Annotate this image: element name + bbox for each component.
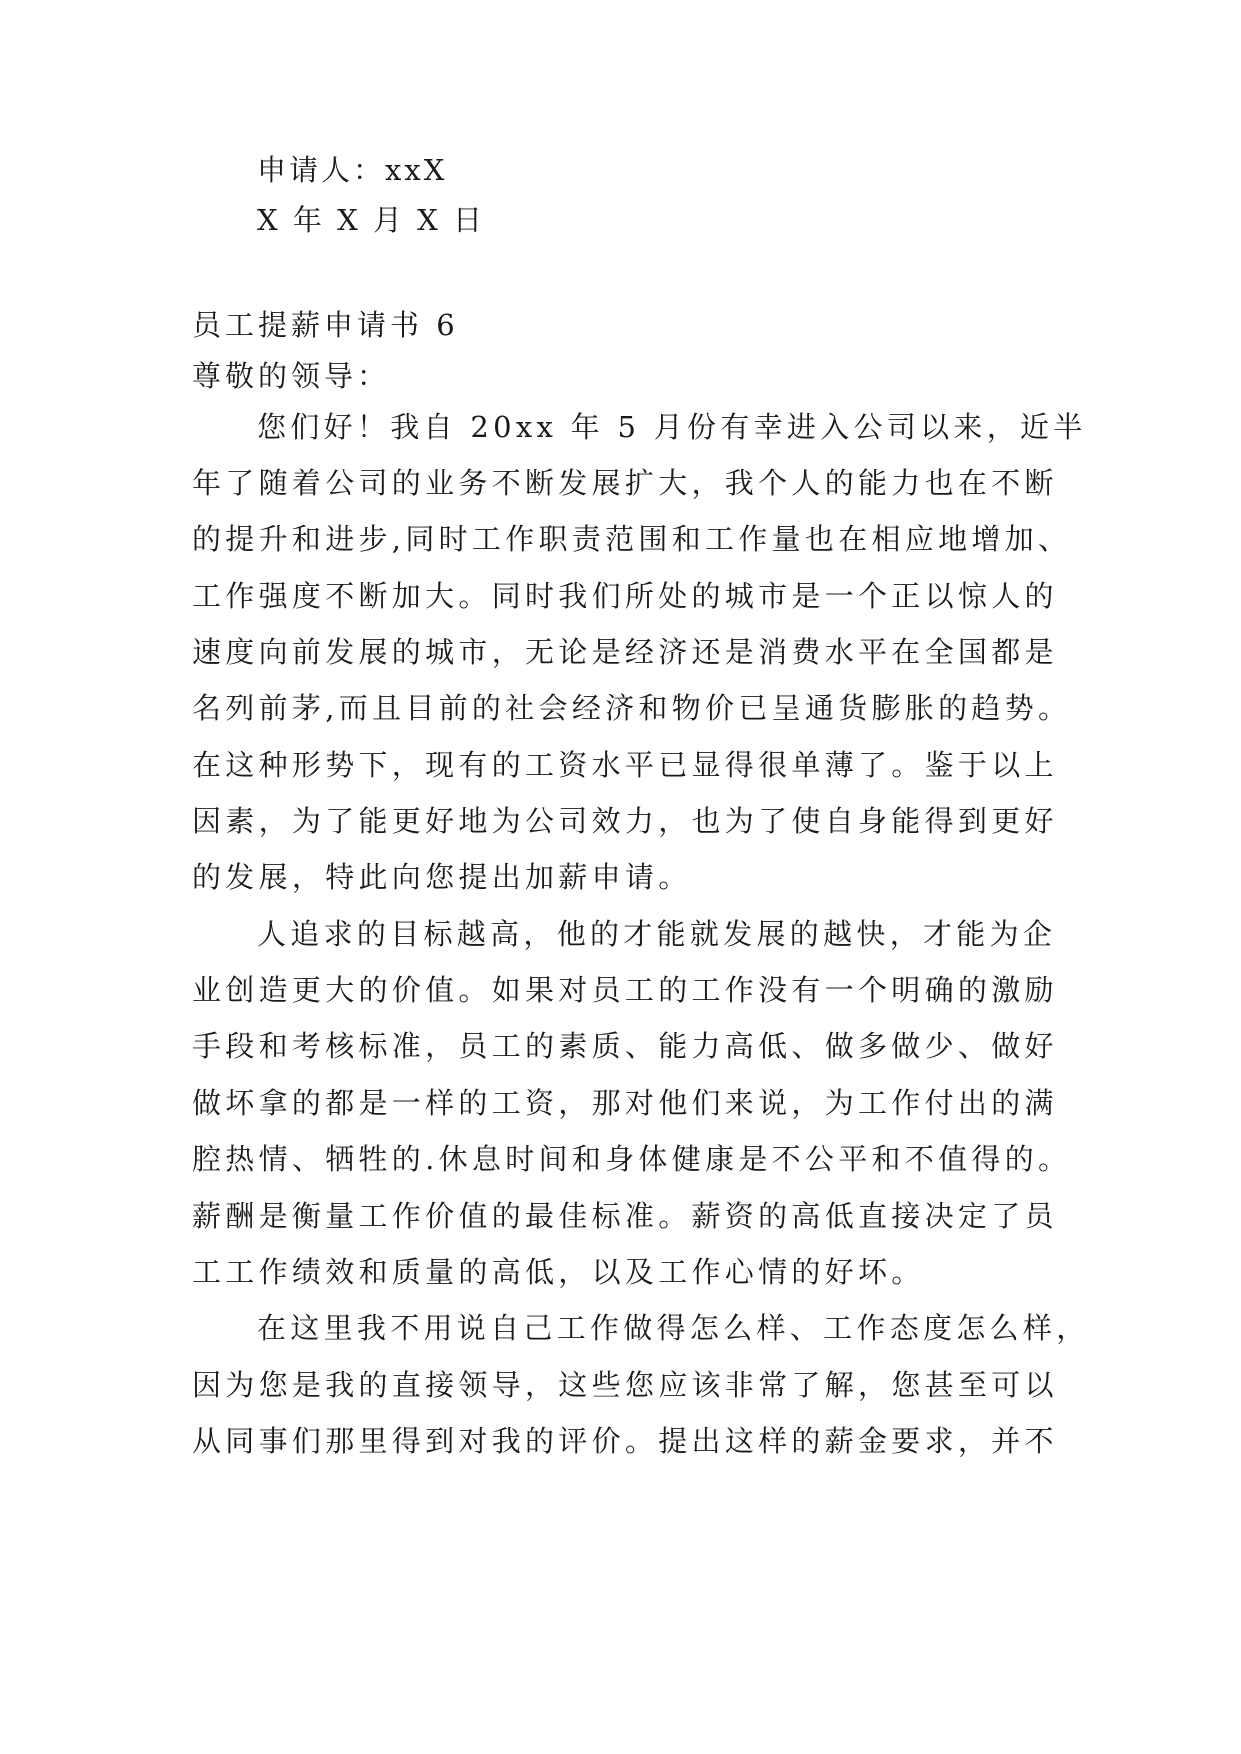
paragraph-line: 手段和考核标准，员工的素质、能力高低、做多做少、做好 [192, 1029, 1058, 1063]
letter-salutation: 尊敬的领导： [192, 359, 391, 393]
paragraph-line: 薪酬是衡量工作价值的最佳标准。薪资的高低直接决定了员 [192, 1199, 1058, 1233]
paragraph-line: 从同事们那里得到对我的评价。提出这样的薪金要求，并不 [192, 1424, 1058, 1458]
paragraph-line: 腔热情、牺牲的.休息时间和身体健康是不公平和不值得的。 [192, 1142, 1072, 1176]
paragraph-line: 在这里我不用说自己工作做得怎么样、工作态度怎么样， [257, 1311, 1090, 1345]
paragraph-line: 的提升和进步,同时工作职责范围和工作量也在相应地增加、 [192, 522, 1072, 556]
signature-date: X 年 X 月 X 日 [257, 203, 486, 237]
paragraph-line: 在这种形势下，现有的工资水平已显得很单薄了。鉴于以上 [192, 748, 1058, 782]
paragraph-line: 您们好！我自 20xx 年 5 月份有幸进入公司以来，近半 [257, 410, 1087, 444]
paragraph-line: 年了随着公司的业务不断发展扩大，我个人的能力也在不断 [192, 466, 1058, 500]
paragraph-line: 名列前茅,而且目前的社会经济和物价已呈通货膨胀的趋势。 [192, 691, 1072, 725]
paragraph-line: 的发展，特此向您提出加薪申请。 [192, 860, 692, 894]
paragraph-line: 因素，为了能更好地为公司效力，也为了使自身能得到更好 [192, 804, 1058, 838]
paragraph-line: 因为您是我的直接领导，这些您应该非常了解，您甚至可以 [192, 1368, 1058, 1402]
paragraph-line: 业创造更大的价值。如果对员工的工作没有一个明确的激励 [192, 973, 1058, 1007]
paragraph-line: 人追求的目标越高，他的才能就发展的越快，才能为企 [257, 917, 1057, 951]
paragraph-line: 做坏拿的都是一样的工资，那对他们来说，为工作付出的满 [192, 1086, 1058, 1120]
applicant-signature: 申请人：xxX [257, 153, 448, 187]
letter-title: 员工提薪申请书 6 [192, 308, 459, 342]
paragraph-line: 工作强度不断加大。同时我们所处的城市是一个正以惊人的 [192, 579, 1058, 613]
paragraph-line: 速度向前发展的城市，无论是经济还是消费水平在全国都是 [192, 635, 1058, 669]
paragraph-line: 工工作绩效和质量的高低，以及工作心情的好坏。 [192, 1255, 925, 1289]
